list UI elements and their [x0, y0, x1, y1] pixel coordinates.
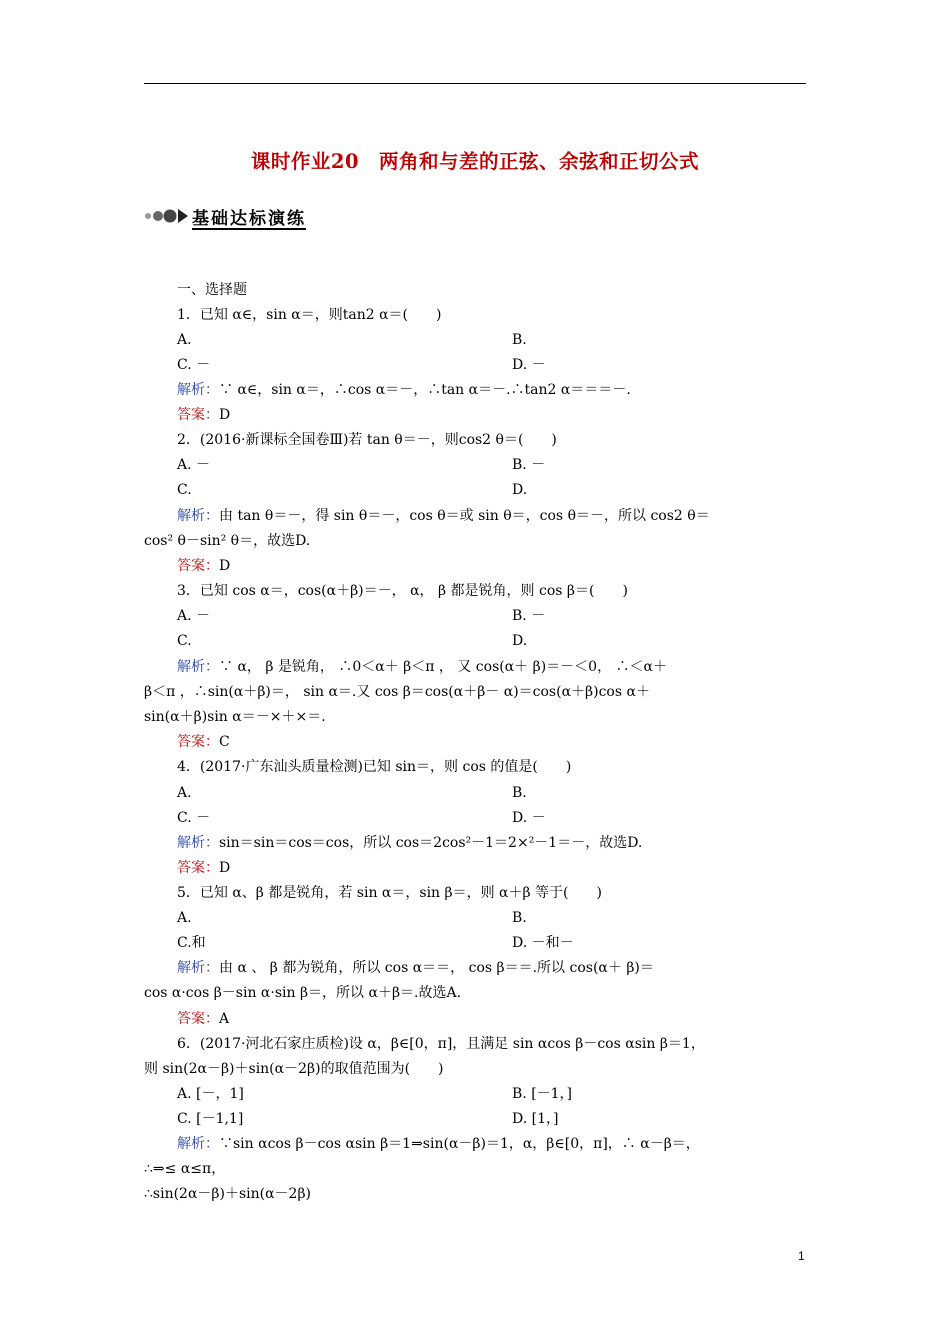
q3-solution-line-3: sin(α＋β)sin α＝－×＋×＝. [144, 709, 326, 725]
solution-label: 解析： [177, 960, 219, 976]
q2-option-a: A. － [177, 457, 211, 473]
q6-option-b: B. [－1，] [512, 1086, 573, 1102]
q6-solution-line-3: ∴sin(2α－β)＋sin(α－2β) [144, 1186, 312, 1202]
q1-solution [177, 381, 631, 399]
q4-option-b: B. [512, 785, 527, 801]
q2-option-c: C. [177, 482, 192, 498]
solution-text: 由 tan θ＝－，得 sin θ＝－，cos θ＝或 sin θ＝，cos θ＝－，所以 cos2 θ＝ [219, 508, 710, 524]
q1-option-a: A. [177, 332, 192, 348]
answer-label: 答案： [177, 1011, 219, 1027]
answer-label: 答案： [177, 558, 219, 574]
q4-solution [177, 834, 642, 852]
answer-value: D [219, 860, 231, 876]
q4-option-a: A. [177, 785, 192, 801]
solution-label: 解析： [177, 1136, 219, 1152]
question-6-line-2: 则 sin(2α－β)＋sin(α－2β)的取值范围为( ) [144, 1061, 444, 1077]
q2-solution-line-2: cos² θ－sin² θ＝，故选D. [144, 533, 311, 549]
answer-label: 答案： [177, 407, 219, 423]
q5-option-c: C.和 [177, 935, 206, 951]
answer-value: D [219, 558, 231, 574]
q5-option-b: B. [512, 910, 527, 926]
q3-solution-line-1 [177, 658, 667, 676]
page-number: 1 [798, 1249, 805, 1263]
q3-option-a: A. － [177, 608, 211, 624]
q5-option-d: D. －和－ [512, 935, 574, 951]
solution-label: 解析： [177, 508, 219, 524]
q2-answer [177, 557, 230, 575]
page-title: 课时作业20 两角和与差的正弦、余弦和正切公式 [250, 150, 700, 173]
question-5: 5．已知 α、β 都是锐角，若 sin α＝，sin β＝，则 α＋β 等于( ) [177, 885, 602, 901]
question-3: 3．已知 cos α＝，cos(α＋β)＝－， α， β 都是锐角，则 cos β＝( ) [177, 583, 628, 599]
bullet-arrow-icon [144, 206, 190, 226]
answer-value: A [219, 1011, 230, 1027]
q1-answer [177, 406, 230, 424]
q4-option-d: D. － [512, 810, 546, 826]
q5-answer [177, 1010, 229, 1028]
q1-option-d: D. － [512, 357, 546, 373]
answer-value: D [219, 407, 231, 423]
q6-solution-line-2: ∴⇒≤ α≤π， [144, 1161, 226, 1177]
q3-answer [177, 733, 230, 751]
q4-answer [177, 859, 230, 877]
answer-label: 答案： [177, 860, 219, 876]
answer-label: 答案： [177, 734, 219, 750]
solution-text: ∵ α∈，sin α＝，∴cos α＝－，∴tan α＝－.∴tan2 α＝＝＝－. [219, 382, 631, 398]
section-label: 基础达标演练 [192, 208, 306, 229]
answer-value: C [219, 734, 230, 750]
q5-solution-line-2: cos α·cos β－sin α·sin β＝，所以 α＋β＝.故选A. [144, 985, 462, 1001]
question-4: 4．(2017·广东汕头质量检测)已知 sin＝，则 cos 的值是( ) [177, 759, 572, 775]
q2-option-b: B. － [512, 457, 546, 473]
solution-text: ∵ α， β 是锐角， ∴0＜α＋ β＜π ， 又 cos(α＋ β)＝－＜0， ∴＜α＋ [219, 659, 667, 675]
q6-option-a: A. [－，1] [177, 1086, 244, 1102]
solution-text: sin＝sin＝cos＝cos，所以 cos＝2cos²－1＝2×²－1＝－，故选D. [219, 835, 643, 851]
q1-option-b: B. [512, 332, 527, 348]
solution-label: 解析： [177, 382, 219, 398]
q6-option-c: C. [－1,1] [177, 1111, 244, 1127]
q4-option-c: C. － [177, 810, 211, 826]
question-1: 1．已知 α∈，sin α＝，则tan2 α＝( ) [177, 307, 442, 323]
q5-solution-line-1 [177, 959, 654, 977]
q6-solution-line-1 [177, 1135, 700, 1153]
question-6-line-1: 6．(2017·河北石家庄质检)设 α，β∈[0，π]，且满足 sin αcos β－cos αsin β＝1， [177, 1036, 705, 1052]
q2-solution-line-1 [177, 507, 806, 525]
q6-option-d: D. [1，] [512, 1111, 559, 1127]
q3-option-c: C. [177, 633, 192, 649]
question-2: 2．(2016·新课标全国卷Ⅲ)若 tan θ＝－，则cos2 θ＝( ) [177, 432, 557, 448]
solution-text: 由 α 、 β 都为锐角，所以 cos α＝＝， cos β＝＝.所以 cos(α＋ β)＝ [219, 960, 654, 976]
header-rule [144, 83, 806, 84]
q1-option-c: C. － [177, 357, 211, 373]
heading-choice: 一、选择题 [177, 282, 247, 298]
q3-option-b: B. － [512, 608, 546, 624]
q5-option-a: A. [177, 910, 192, 926]
solution-label: 解析： [177, 659, 219, 675]
q3-option-d: D. [512, 633, 528, 649]
solution-label: 解析： [177, 835, 219, 851]
solution-text: ∵sin αcos β－cos αsin β＝1⇒sin(α－β)＝1，α，β∈[0，π]，∴ α－β＝， [219, 1136, 700, 1152]
q2-option-d: D. [512, 482, 528, 498]
section-header [144, 204, 306, 228]
q3-solution-line-2: β＜π ，∴sin(α＋β)＝， sin α＝.又 cos β＝cos(α＋β－ α)＝cos(α＋β)cos α＋ [144, 684, 650, 700]
